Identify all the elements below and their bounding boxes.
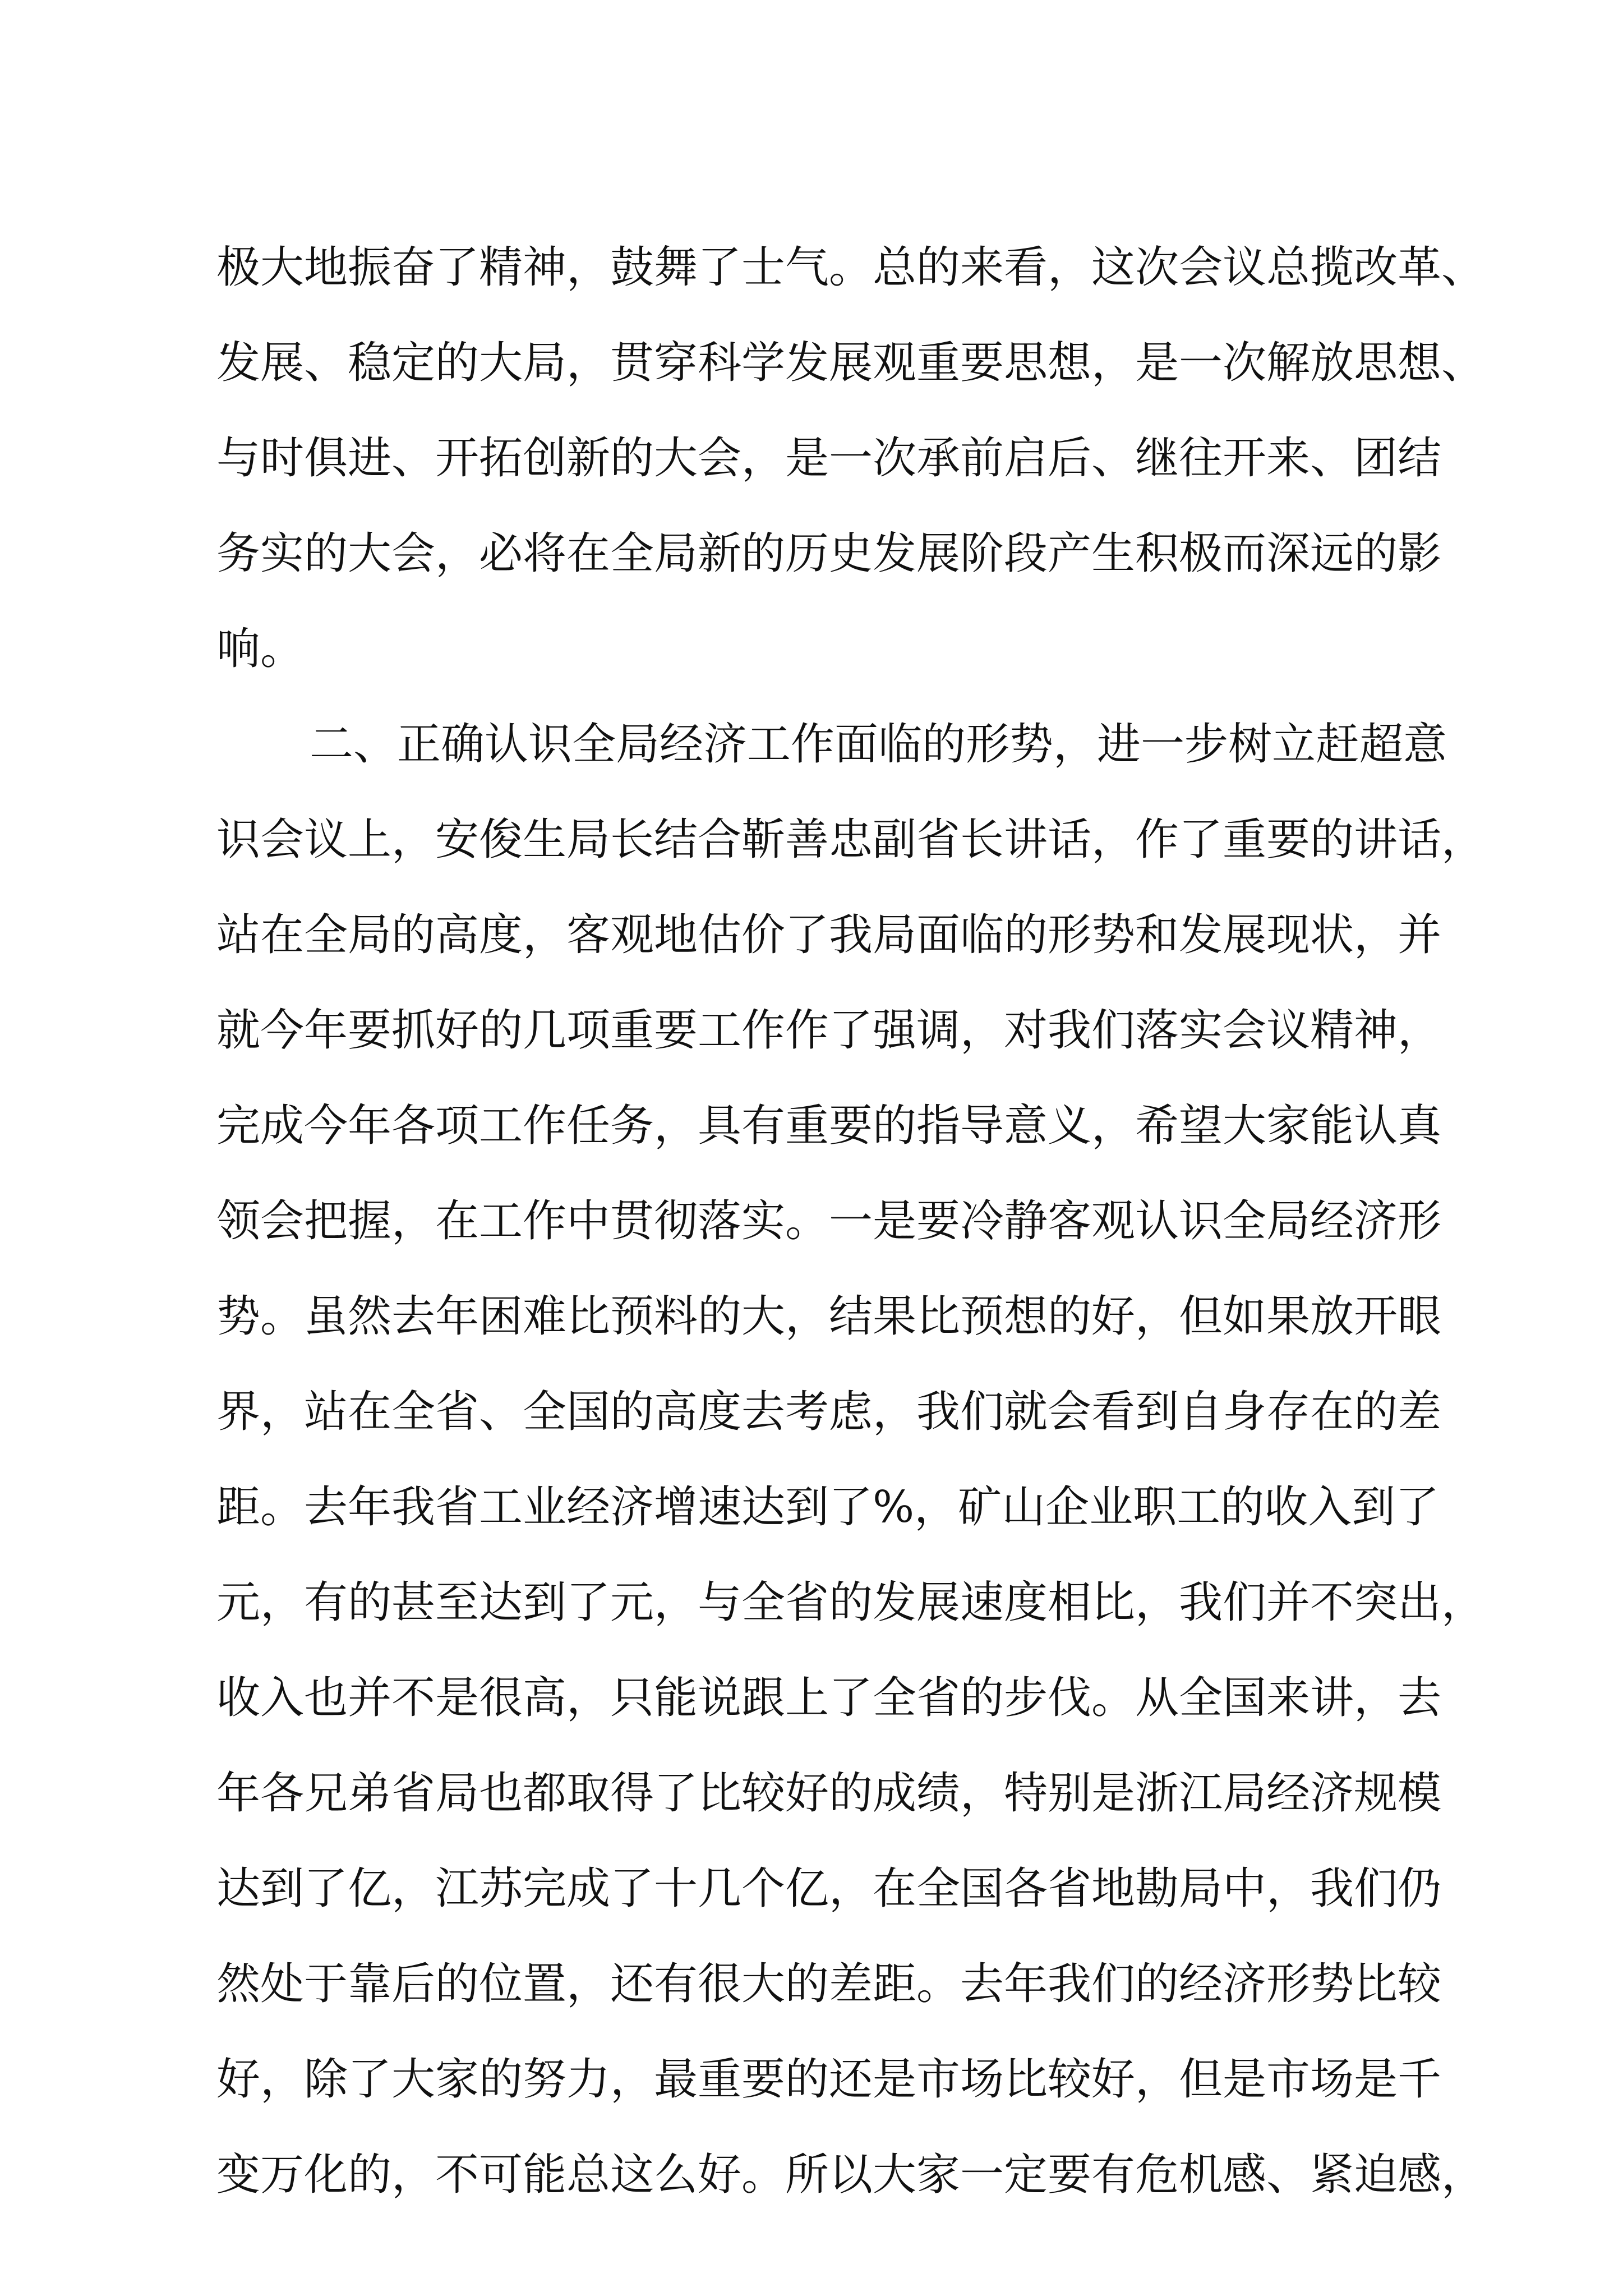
paragraph-2-line-12: 年各兄弟省局也都取得了比较好的成绩，特别是浙江局经济规模 bbox=[216, 1768, 1442, 1819]
paragraph-2-line-3: 站在全局的高度，客观地估价了我局面临的形势和发展现状，并 bbox=[216, 910, 1442, 960]
paragraph-2-line-14: 然处于靠后的位置，还有很大的差距。去年我们的经济形势比较 bbox=[216, 1959, 1442, 2009]
paragraph-2-line-7: 势。虽然去年困难比预料的大，结果比预想的好，但如果放开眼 bbox=[216, 1291, 1442, 1342]
paragraph-2-line-10: 元，有的甚至达到了元，与全省的发展速度相比，我们并不突出， bbox=[216, 1577, 1486, 1628]
paragraph-2-line-2: 识会议上，安俊生局长结合靳善忠副省长讲话，作了重要的讲话， bbox=[216, 815, 1486, 865]
paragraph-1-line-2: 发展、稳定的大局，贯穿科学发展观重要思想，是一次解放思想、 bbox=[216, 338, 1486, 388]
paragraph-1-line-1: 极大地振奋了精神，鼓舞了士气。总的来看，这次会议总揽改革、 bbox=[216, 242, 1486, 293]
paragraph-1-line-4: 务实的大会，必将在全局新的历史发展阶段产生积极而深远的影 bbox=[216, 528, 1442, 579]
paragraph-2-line-5: 完成今年各项工作任务，具有重要的指导意义，希望大家能认真 bbox=[216, 1101, 1442, 1151]
paragraph-2-line-8: 界，站在全省、全国的高度去考虑，我们就会看到自身存在的差 bbox=[216, 1387, 1442, 1437]
paragraph-2-line-6: 领会把握，在工作中贯彻落实。一是要冷静客观认识全局经济形 bbox=[216, 1196, 1442, 1246]
paragraph-2-line-13: 达到了亿，江苏完成了十几个亿，在全国各省地勘局中，我们仍 bbox=[216, 1864, 1442, 1914]
paragraph-1-line-3: 与时俱进、开拓创新的大会，是一次承前启后、继往开来、团结 bbox=[216, 433, 1442, 484]
paragraph-1-line-5: 响。 bbox=[216, 624, 305, 674]
paragraph-2-line-15: 好，除了大家的努力，最重要的还是市场比较好，但是市场是千 bbox=[216, 2054, 1442, 2105]
paragraph-2-line-4: 就今年要抓好的几项重要工作作了强调，对我们落实会议精神， bbox=[216, 1005, 1442, 1056]
paragraph-2-line-9: 距。去年我省工业经济增速达到了%，矿山企业职工的收入到了 bbox=[216, 1482, 1440, 1533]
paragraph-2-line-16: 变万化的，不可能总这么好。所以大家一定要有危机感、紧迫感， bbox=[216, 2150, 1486, 2200]
paragraph-2-line-1: 二、正确认识全局经济工作面临的形势，进一步树立赶超意 bbox=[310, 719, 1447, 770]
paragraph-2-line-11: 收入也并不是很高，只能说跟上了全省的步伐。从全国来讲，去 bbox=[216, 1673, 1442, 1723]
